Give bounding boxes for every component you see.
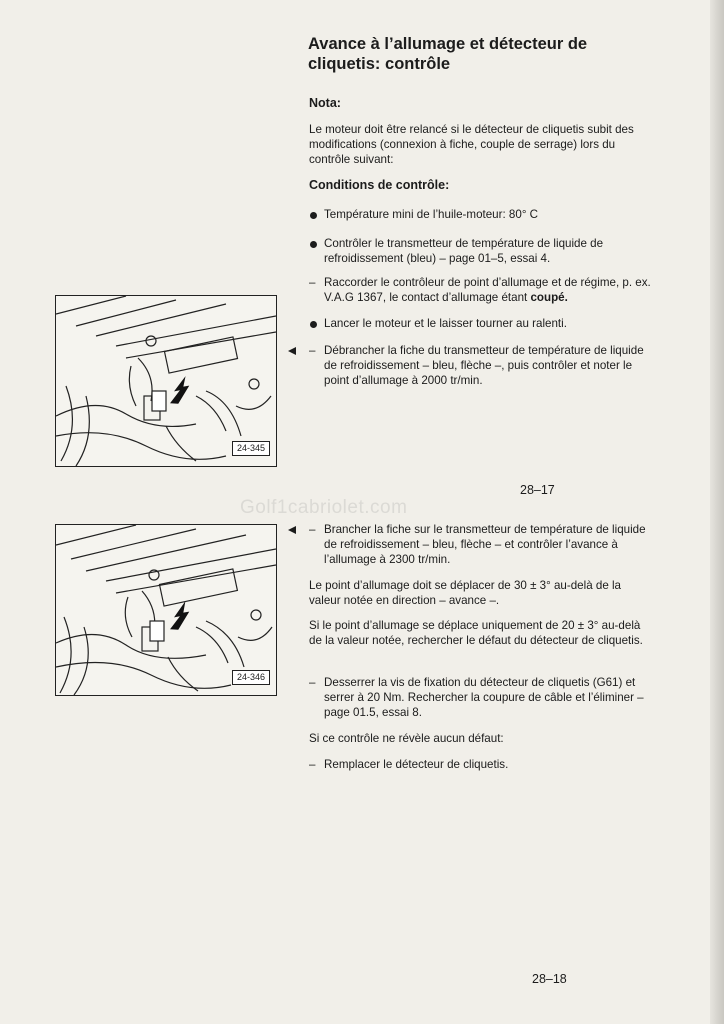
figure-pointer-icon (288, 347, 296, 355)
nota-text: Le moteur doit être relancé si le détecteur de cliquetis subit des modifications (connexion à fiche, couple de serrage) lors du contrôle suivant: (309, 123, 634, 166)
step-text-bold: coupé. (530, 291, 568, 304)
step-disconnect-plug (309, 343, 654, 388)
step-replace-sensor (309, 757, 654, 772)
dash-marker: – (309, 344, 316, 357)
figure-engine-sensor-1 (55, 295, 277, 467)
dash-marker: – (309, 523, 316, 536)
step-text: Température mini de l’huile-moteur: 80° C (324, 208, 539, 221)
nota-heading: Nota: (309, 96, 341, 110)
step-text: Brancher la fiche sur le transmetteur de température de liquide de refroidissement – bleu, flèche – et contrôler l’avance à l’allumage à 2300 tr/min. (324, 523, 646, 566)
figure-engine-sensor-2 (55, 524, 277, 696)
step-text-main: Raccorder le contrôleur de point d’allumage et de régime, p. ex. V.A.G 1367, le contact d’allumage étant (324, 276, 651, 304)
dash-marker: – (309, 676, 316, 689)
page-title: Avance à l’allumage et détecteur de cliquetis: contrôle (308, 35, 588, 73)
para-partial-shift: Si le point d’allumage se déplace uniquement de 20 ± 3° au-delà de la valeur notée, rechercher le défaut du détecteur de cliquetis. (309, 619, 643, 647)
bullet-icon (310, 241, 317, 248)
step-oil-temperature (309, 207, 654, 222)
step-start-engine (309, 316, 654, 331)
step-connect-tester (309, 275, 654, 305)
figure-pointer-icon (288, 526, 296, 534)
para-ignition-shift: Le point d’allumage doit se déplacer de 30 ± 3° au-delà de la valeur notée en direction – avance –. (309, 579, 622, 607)
step-check-transmitter (309, 236, 654, 266)
step-text: Lancer le moteur et le laisser tourner au ralenti. (324, 317, 567, 330)
figure-label: 24-345 (232, 441, 270, 456)
step-text: Remplacer le détecteur de cliquetis. (324, 758, 509, 771)
bullet-icon (310, 212, 317, 219)
step-loosen-screw (309, 675, 654, 720)
page-number-top: 28–17 (520, 483, 555, 497)
step-reconnect-plug (309, 522, 654, 567)
dash-marker: – (309, 276, 316, 289)
figure-label: 24-346 (232, 670, 270, 685)
step-text: Contrôler le transmetteur de température de liquide de refroidissement (bleu) – page 01–5, essai 4. (324, 237, 604, 265)
page-number-bottom: 28–18 (532, 972, 567, 986)
step-text: Débrancher la fiche du transmetteur de température de liquide de refroidissement – bleu, flèche –, puis contrôler et noter le point d’allumage à 2000 tr/min. (324, 344, 644, 387)
dash-marker: – (309, 758, 316, 771)
watermark: Golf1cabriolet.com (240, 497, 408, 518)
page-edge (710, 0, 724, 1024)
step-text: Desserrer la vis de fixation du détecteur de cliquetis (G61) et serrer à 20 Nm. Rechercher la coupure de câble et l’éliminer – page 01.5, essai 8. (324, 676, 644, 719)
para-no-fault: Si ce contrôle ne révèle aucun défaut: (309, 732, 504, 745)
step-text (324, 275, 654, 305)
conditions-heading: Conditions de contrôle: (309, 178, 450, 192)
bullet-icon (310, 321, 317, 328)
